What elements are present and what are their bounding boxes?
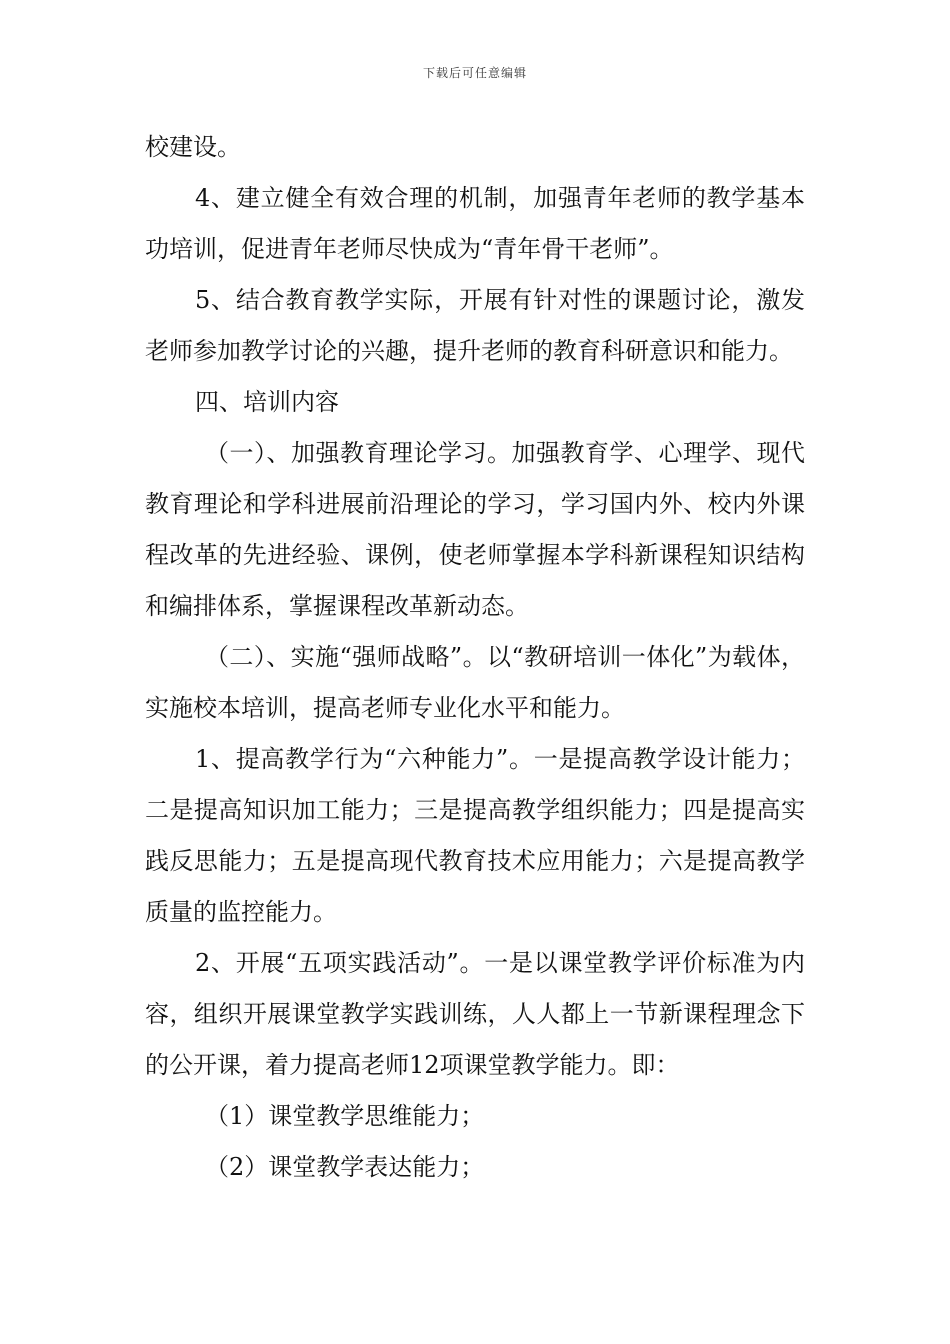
paragraph-item-4: 4、建立健全有效合理的机制，加强青年老师的教学基本功培训，促进青年老师尽快成为“青年骨干老师”。	[145, 184, 805, 263]
paragraph-subsection-1: （一）、加强教育理论学习。加强教育学、心理学、现代教育理论和学科进展前沿理论的学习，学习国内外、校内外课程改革的先进经验、课例，使老师掌握本学科新课程知识结构和编排体系，掌握课程改革新动态。	[145, 439, 805, 620]
page-header: 下载后可任意编辑	[422, 66, 527, 80]
document-body	[145, 122, 805, 1193]
list-item-thinking-ability: （1）课堂教学思维能力；	[205, 1102, 485, 1130]
section-heading-training-content: 四、培训内容	[195, 388, 339, 416]
paragraph-item-5: 5、结合教育教学实际，开展有针对性的课题讨论，激发老师参加教学讨论的兴趣，提升老师的教育科研意识和能力。	[145, 286, 805, 365]
paragraph-six-abilities: 1、提高教学行为“六种能力”。一是提高教学设计能力；二是提高知识加工能力；三是提高教学组织能力；四是提高实践反思能力；五是提高现代教育技术应用能力；六是提高教学质量的监控能力。	[145, 745, 805, 926]
list-item-expression-ability: （2）课堂教学表达能力；	[205, 1153, 485, 1181]
paragraph-school-construction: 校建设。	[145, 133, 241, 161]
paragraph-five-activities: 2、开展“五项实践活动”。一是以课堂教学评价标准为内容，组织开展课堂教学实践训练，人人都上一节新课程理念下的公开课，着力提高老师12项课堂教学能力。即：	[145, 949, 805, 1079]
paragraph-subsection-2: （二）、实施“强师战略”。以“教研培训一体化”为载体，实施校本培训，提高老师专业化水平和能力。	[145, 643, 805, 722]
